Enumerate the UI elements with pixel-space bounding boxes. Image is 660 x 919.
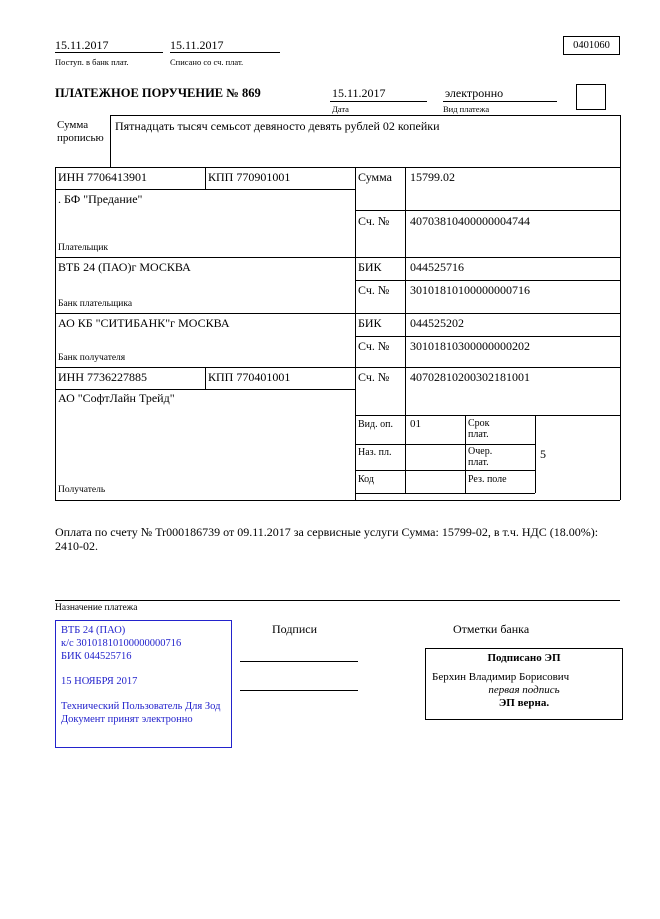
payee-bank-bik-label: БИК: [358, 316, 382, 330]
table-line: [355, 470, 535, 471]
payee-name: АО "СофтЛайн Трейд": [58, 391, 175, 405]
bank-stamp-box: [55, 620, 232, 748]
spacer: [61, 688, 226, 700]
table-line: [110, 115, 620, 116]
payer-name: . БФ "Предание": [58, 192, 143, 206]
table-line: [620, 115, 621, 500]
payment-type-underline: [443, 101, 557, 102]
received-label: Поступ. в банк плат.: [55, 57, 129, 67]
priority-value: 5: [540, 447, 546, 461]
op-type-value: 01: [410, 418, 421, 430]
table-line: [355, 167, 356, 500]
doc-title: ПЛАТЕЖНОЕ ПОРУЧЕНИЕ № 869: [55, 86, 261, 100]
bank-stamp-date: 15 НОЯБРЯ 2017: [61, 676, 138, 687]
table-line: [205, 167, 206, 189]
payment-kind-box: [576, 84, 606, 110]
bank-stamp-status: Документ принят электронно: [61, 714, 193, 725]
term-label: Срок плат.: [468, 418, 490, 440]
table-line: [355, 210, 620, 211]
op-type-label: Вид. оп.: [358, 419, 393, 430]
amount-words-label-1: Сумма: [57, 119, 89, 131]
amount-label: Сумма: [358, 170, 392, 184]
payer-bank-section-label: Банк плательщика: [58, 299, 133, 309]
payer-bank-bik: 044525716: [410, 260, 464, 274]
esign-role: первая подпись: [488, 684, 560, 696]
debited-date: 15.11.2017: [170, 38, 224, 52]
table-line: [355, 444, 535, 445]
payer-account: 40703810400000004744: [410, 214, 530, 228]
table-line: [205, 367, 206, 389]
payer-bank-account: 30101810100000000716: [410, 283, 530, 297]
table-line: [110, 115, 111, 167]
table-line: [55, 367, 620, 368]
table-line: [55, 389, 355, 390]
amount-words-label-2: прописью: [57, 132, 104, 144]
payer-account-label: Сч. №: [358, 214, 390, 228]
table-line: [55, 189, 355, 190]
doc-date: 15.11.2017: [332, 86, 386, 100]
purpose-code-label: Наз. пл.: [358, 447, 392, 458]
esign-verdict: ЭП верна.: [498, 697, 550, 709]
payee-account-label: Сч. №: [358, 370, 390, 384]
purpose-text: Оплата по счету № Tr000186739 от 09.11.2017 за сервисные услуги Сумма: 15799-02, в т.ч. НДС (18.00%): 2410-02.: [55, 525, 599, 554]
table-line: [55, 500, 620, 501]
bank-stamp-user: Технический Пользователь Для Зод: [61, 701, 221, 712]
bank-stamp-corr-account: к/с 30101810100000000716: [61, 638, 182, 649]
payer-bank-bik-label: БИК: [358, 260, 382, 274]
payer-bank-account-label: Сч. №: [358, 283, 390, 297]
form-code-box: [563, 36, 620, 55]
form-code: 0401060: [573, 40, 610, 51]
table-line: [465, 415, 466, 493]
bank-stamp-bank-name: ВТБ 24 (ПАО): [61, 625, 126, 636]
table-line: [355, 493, 535, 494]
payee-section-label: Получатель: [58, 485, 106, 495]
payee-bank-bik: 044525202: [410, 316, 464, 330]
payer-bank-name: ВТБ 24 (ПАО)г МОСКВА: [58, 260, 191, 274]
table-line: [535, 415, 536, 493]
bank-marks-header: Отметки банка: [453, 622, 530, 636]
amount-words-text: Пятнадцать тысяч семьсот девяносто девять рублей 02 копейки: [115, 119, 440, 133]
table-line: [55, 167, 56, 500]
payee-bank-section-label: Банк получателя: [58, 353, 126, 363]
table-line: [355, 336, 620, 337]
payee-inn: ИНН 7736227885: [58, 370, 147, 384]
payment-type-label: Вид платежа: [443, 104, 490, 114]
esign-name: Берхин Владимир Борисович: [432, 671, 570, 683]
payee-bank-account-label: Сч. №: [358, 339, 390, 353]
debited-date-underline: [170, 52, 280, 53]
code-label: Код: [358, 474, 374, 485]
signature-line: [240, 661, 358, 662]
payment-type: электронно: [445, 86, 504, 100]
table-line: [55, 313, 620, 314]
payee-bank-account: 30101810300000000202: [410, 339, 530, 353]
payer-section-label: Плательщик: [58, 243, 109, 253]
esign-stamp-box: [425, 648, 623, 720]
received-date-underline: [55, 52, 163, 53]
payer-inn: ИНН 7706413901: [58, 170, 147, 184]
table-line: [355, 415, 620, 416]
table-line: [55, 167, 620, 168]
table-line: [355, 280, 620, 281]
payee-account: 40702810200302181001: [410, 370, 530, 384]
purpose-underline: [55, 600, 620, 601]
signature-line: [240, 690, 358, 691]
doc-date-underline: [330, 101, 427, 102]
purpose-label: Назначение платежа: [55, 603, 138, 613]
amount-value: 15799.02: [410, 170, 455, 184]
payee-kpp: КПП 770401001: [208, 370, 291, 384]
payer-kpp: КПП 770901001: [208, 170, 291, 184]
priority-label: Очер. плат.: [468, 446, 493, 468]
received-date: 15.11.2017: [55, 38, 109, 52]
payee-bank-name: АО КБ "СИТИБАНК"г МОСКВА: [58, 316, 230, 330]
doc-date-label: Дата: [332, 104, 349, 114]
esign-title: Подписано ЭП: [487, 652, 561, 664]
bank-stamp-bik: БИК 044525716: [61, 651, 132, 662]
table-line: [55, 257, 620, 258]
spacer: [61, 663, 226, 675]
signatures-header: Подписи: [272, 622, 318, 636]
reserve-label: Рез. поле: [468, 474, 507, 485]
debited-label: Списано со сч. плат.: [170, 57, 244, 67]
